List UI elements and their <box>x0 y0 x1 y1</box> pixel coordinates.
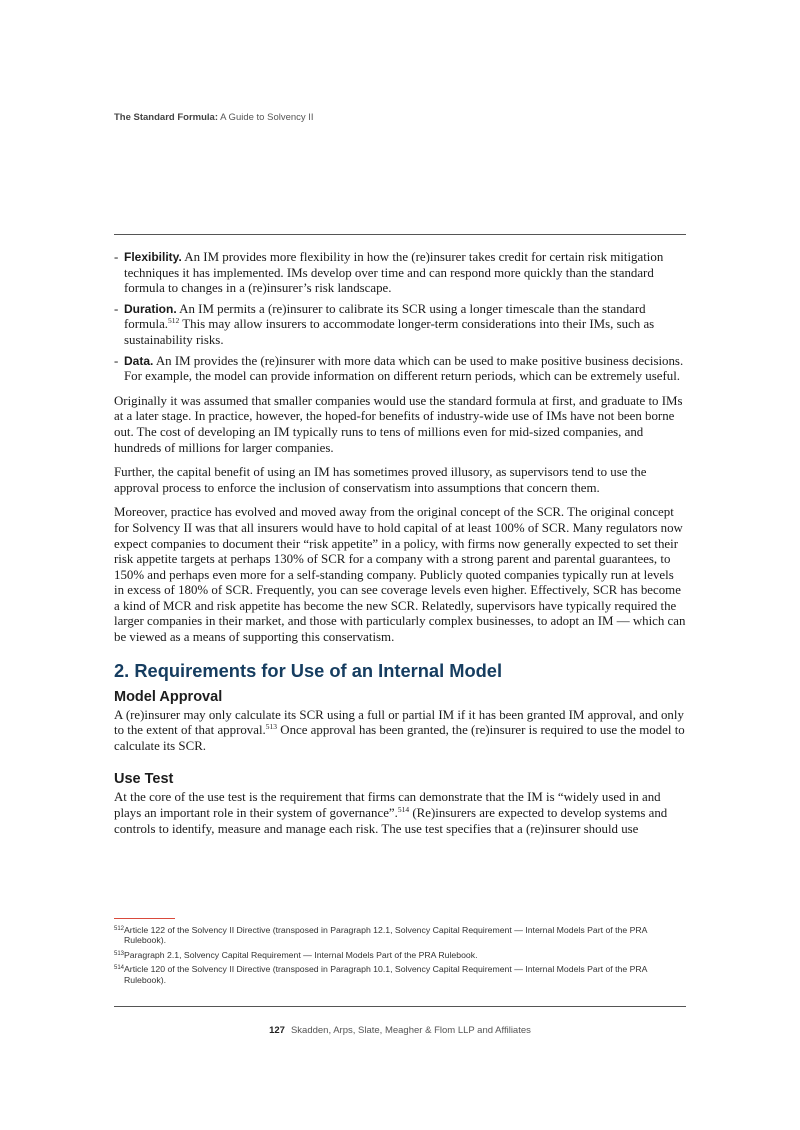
bullet-term: Duration. <box>124 301 177 316</box>
bullet-data: - Data. An IM provides the (re)insurer with more data which can be used to make positive business decisions. For example, the model can provide information on different return periods, which can be extremely useful. <box>114 353 684 384</box>
footnote-ref-513[interactable]: 513 <box>265 722 278 732</box>
paragraph: Originally it was assumed that smaller companies would use the standard formula at first, and graduate to IMs at a later stage. In practice, however, the hoped-for benefits of industry-wide use of IMs have not been borne out. The cost of developing an IM typically runs to tens of millions even for mid-sized companies, and hundreds of millions for larger companies. <box>114 393 683 455</box>
paragraph: Moreover, practice has evolved and moved away from the original concept of the SCR. The original concept for Solvency II was that all insurers would have to hold capital of at least 100% of SCR. Many regulators now expect companies to document their “risk appetite” in a policy, with firms now generally expected to set their risk appetite targets at perhaps 130% of SCR for a company with a strong parent and parental guarantees, to 150% and perhaps even more for a self-standing company. Publicly quoted companies typically run at levels in excess of 180% of SCR. Frequently, you can see coverage levels even higher. Effectively, SCR has become a kind of MCR and risk appetite has become the new SCR. Relatedly, supervisors have typically required the larger companies in their market, and those with particularly complex businesses, to adopt an IM — which can be viewed as a means of supporting this conservatism. <box>114 505 686 645</box>
footnote-514: $^{514}$Article 120 of the Solvency II Directive (transposed in Paragraph 10.1, Solvency Capital Requirement — Internal Models Part of the PRA Rulebook). <box>114 964 647 985</box>
bullet-term: Flexibility. <box>124 250 182 264</box>
bullet-text: An IM provides the (re)insurer with more data which can be used to make positive business decisions. For example, the model can provide information on different return periods, which can be extremely useful. <box>124 353 684 384</box>
bullet-text: This may allow insurers to accommodate longer-term considerations into their IMs, such as sustainability risks. <box>124 317 655 347</box>
footnotes <box>114 925 674 989</box>
paragraph: Further, the capital benefit of using an IM has sometimes proved illusory, as supervisors tend to use the approval process to enforce the inclusion of conservatism into assumptions that concern them. <box>114 465 647 495</box>
subheading-use-test: Use Test <box>114 771 174 788</box>
header-divider <box>114 234 686 235</box>
bullet-flexibility: - Flexibility. An IM provides more flexibility in how the (re)insurer takes credit for certain risk mitigation techniques it has implemented. IMs develop over time and can respond more quickly than the standard formula to changes in a (re)insurer’s risk landscape. <box>114 250 664 296</box>
footnote-512: $^{512}$Article 122 of the Solvency II Directive (transposed in Paragraph 12.1, Solvency Capital Requirement — Internal Models Part of the PRA Rulebook). <box>114 925 647 946</box>
footnote-513: $^{513}$Paragraph 2.1, Solvency Capital Requirement — Internal Models Part of the PRA Rulebook. <box>114 949 478 960</box>
footnote-divider <box>114 918 175 919</box>
bullet-duration: - Duration. An IM permits a (re)insurer to calibrate its SCR using a longer timescale than the standard formula.$^{512}$ This may allow insurers to accommodate longer-term considerations into their IMs, such as sustainability risks. <box>114 301 655 347</box>
running-header <box>114 112 314 123</box>
running-header-title: The Standard Formula: <box>114 112 218 123</box>
bullet-text: An IM provides more flexibility in how the (re)insurer takes credit for certain risk mitigation techniques it has implemented. IMs develop over time and can respond more quickly than the standard formula to changes in a (re)insurer’s risk landscape. <box>124 250 664 296</box>
paragraph: At the core of the use test is the requirement that firms can demonstrate that the IM is “widely used in and plays an important role in their system of governance”.$^{514}$ (Re)insurers are expected to develop systems and controls to identify, measure and manage each risk. The use test specifies that a (re)insurer should use <box>114 790 668 836</box>
page-number: 127 <box>269 1025 285 1036</box>
footer-divider <box>114 1006 686 1007</box>
footer-firm-name: Skadden, Arps, Slate, Meagher & Flom LLP and Affiliates <box>290 1025 531 1036</box>
section-heading: 2. Requirements for Use of an Internal Model <box>114 659 503 681</box>
running-header-subtitle: A Guide to Solvency II <box>217 112 314 123</box>
footnote-ref-514[interactable]: 514 <box>397 805 410 815</box>
page-footer <box>0 1025 800 1036</box>
main-content <box>114 250 686 846</box>
subheading-model-approval: Model Approval <box>114 688 223 705</box>
bullet-text: An IM permits a (re)insurer to calibrate its SCR using a longer timescale than the standard formula. <box>124 301 646 332</box>
paragraph: A (re)insurer may only calculate its SCR using a full or partial IM if it has been granted IM approval, and only to the extent of that approval.$^{513}$ Once approval has been granted, the (re)insurer is required to use the model to calculate its SCR. <box>114 707 685 753</box>
footnote-ref-512[interactable]: 512 <box>168 316 180 326</box>
bullet-term: Data. <box>124 353 154 368</box>
